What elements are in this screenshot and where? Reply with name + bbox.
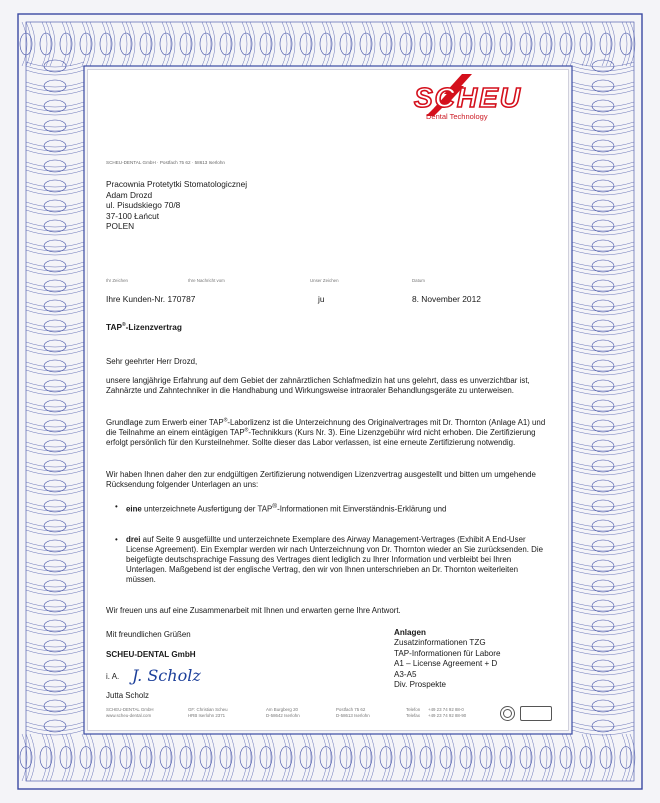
footer-column: GF: Christian Scheu HRB Iserlohn 2371: [188, 707, 228, 718]
company-logo-subtitle: Dental Technology: [426, 112, 488, 121]
letter-page: [88, 70, 568, 730]
ia-label: i. A.: [106, 672, 120, 681]
enclosure-item: Div. Prospekte: [394, 680, 447, 690]
quality-mark-icon: [520, 706, 552, 721]
recipient-line: ul. Pisudskiego 70/8: [106, 200, 181, 210]
enclosure-item: Zusatzinformationen TZG: [394, 638, 486, 648]
salutation: Sehr geehrter Herr Drozd,: [106, 357, 198, 366]
meta-label: Datum: [412, 278, 425, 283]
bullet-mark: •: [115, 502, 118, 511]
customer-number: Ihre Kunden-Nr. 170787: [106, 294, 196, 304]
body-paragraph-3: Wir haben Ihnen daher den zur endgültigen Zertifizierung notwendigen Lizenzvertrag ausgestellt und bitten um umgehende Rücksendung folgender Unterlagen an uns:: [106, 470, 536, 489]
enclosure-item: A3-A5: [394, 669, 417, 679]
footer-column: SCHEU-DENTAL GmbH www.scheu-dental.com: [106, 707, 154, 718]
bullet-item-1: eine unterzeichnete Ausfertigung der TAP®-Informationen mit Einverständnis-Erklärung und: [126, 503, 447, 514]
enclosure-item: A1 – License Agreement + D: [394, 659, 498, 669]
handwritten-signature: J. Scholz: [132, 666, 201, 685]
meta-label: Ihre Nachricht vom: [188, 278, 225, 283]
footer-column: Telefon Telefax: [406, 707, 421, 718]
body-paragraph-2: Grundlage zum Erwerb einer TAP®-Laborlizenz ist die Unterzeichnung des Originalvertrages mit Dr. Thornton (Anlage A1) und die Teilnahme an einem eintägigen TAP®-Technikkurs (Kurs Nr. 3). Eine Lizenzgebühr wird nicht erhoben. Die Zertifizierung erfolgt persönlich für den Kursteilnehmer. Sollte dieser das Labor verlassen, ist eine erneute Zertifizierung notwendig.: [106, 417, 546, 447]
enclosure-item: TAP-Informationen für Labore: [394, 648, 501, 658]
letter-date: 8. November 2012: [412, 294, 481, 304]
recipient-address: [106, 179, 247, 232]
certification-seal-inner-icon: [503, 709, 512, 718]
recipient-line: Adam Drozd: [106, 189, 153, 200]
our-reference: ju: [318, 294, 325, 304]
company-name: SCHEU-DENTAL GmbH: [106, 650, 196, 659]
footer-column: Am Burgberg 20 D-58642 Iserlohn: [266, 707, 300, 718]
body-paragraph-4: Wir freuen uns auf eine Zusammenarbeit mit Ihnen und erwarten gerne Ihre Antwort.: [106, 606, 401, 615]
body-paragraph-1: unsere langjährige Erfahrung auf dem Gebiet der zahnärztlichen Schlafmedizin hat uns gelehrt, dass es unverzichtbar ist, Zahnärzte und Zahntechniker in die Handhabung und Wirkungsweise intraoraler Behandlungsgeräte zu unterweisen.: [106, 376, 530, 395]
signatory-name: Jutta Scholz: [106, 691, 149, 700]
enclosures-title: Anlagen: [394, 628, 426, 637]
recipient-line: POLEN: [106, 221, 135, 231]
footer-column: Postfach 75 62 D-58613 Iserlohn: [336, 707, 370, 718]
bullet-mark: •: [115, 535, 118, 544]
bullet-item-2: drei auf Seite 9 ausgefüllte und unterzeichnete Exemplare des Airway Management-Vertrages (Exhibit A End-User License Agreement). Ein Exemplar werden wir nach Unterzeichnung von Dr. Thornton wieder an Sie zurücksenden. Die beigefügte deutschsprachige Fassung des Vertrages dient lediglich zu Ihrer Information und verbleibt bei Ihren Unterlagen. Maßgebend ist der englische Vertrag, den wir von Ihnen unterschrieben an Dr. Thornton weiterleiten müssen.: [126, 535, 543, 584]
recipient-line: Pracownia Protetytki Stomatologicznej: [106, 179, 248, 189]
enclosures-list: [394, 628, 500, 690]
meta-label: Unser Zeichen: [310, 278, 339, 283]
meta-label: Ihr Zeichen: [106, 278, 128, 283]
recipient-line: 37-100 Łańcut: [106, 210, 160, 221]
company-logo-text: SCHEU: [414, 82, 523, 113]
letter-subject: TAP®-Lizenzvertrag: [106, 322, 182, 332]
footer-column: +49 23 74 92 88-0 +49 23 74 92 88-90: [428, 707, 467, 718]
closing-greeting: Mit freundlichen Grüßen: [106, 630, 191, 639]
sender-line: SCHEU-DENTAL GmbH · Postfach 75 62 · 58613 Iserlohn: [106, 160, 225, 165]
